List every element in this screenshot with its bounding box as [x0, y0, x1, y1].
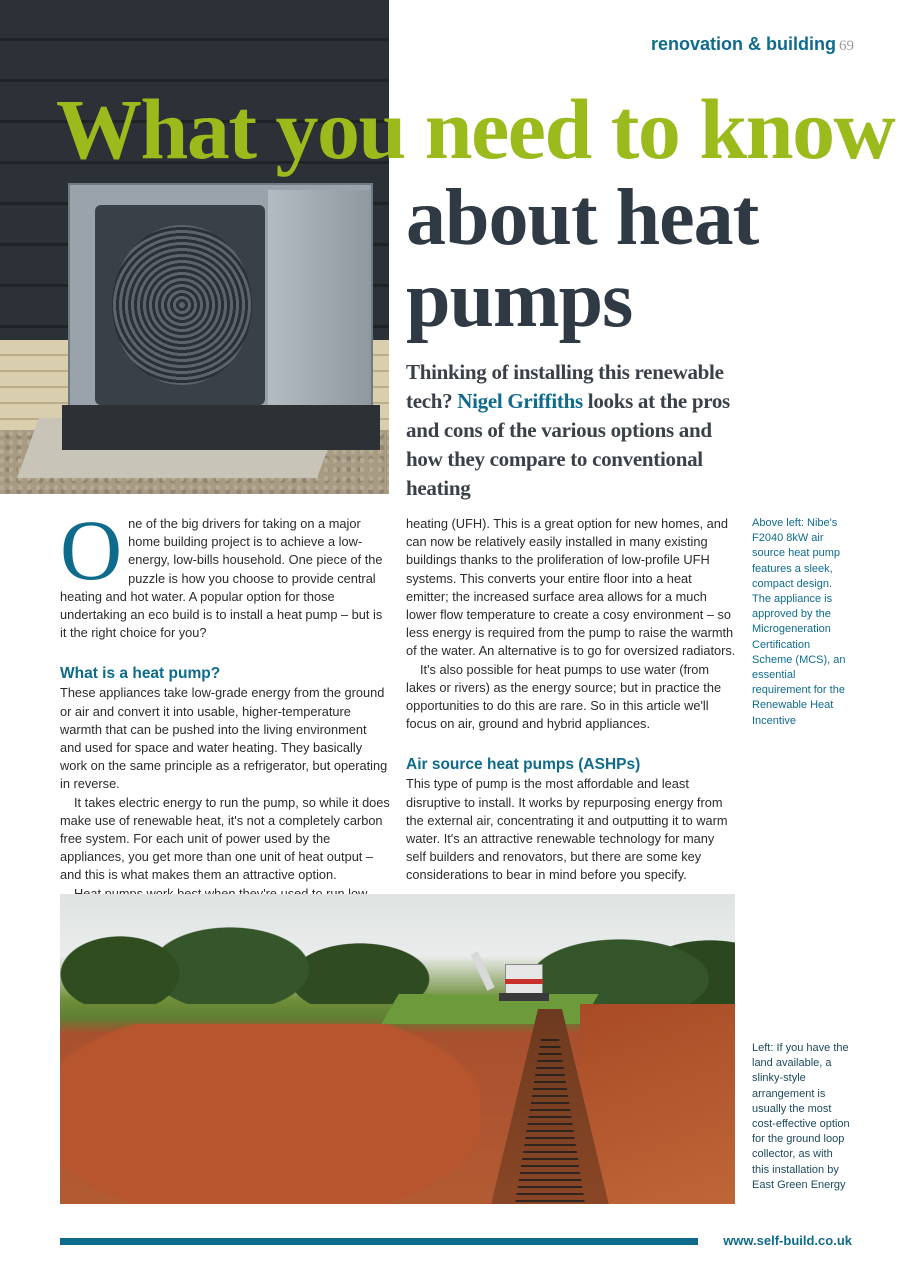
- headline-line-2: about heat pumps: [406, 174, 759, 344]
- footer-rule: [60, 1238, 698, 1245]
- body-column-1: [60, 502, 390, 921]
- headline-line-1: What you need to know: [56, 81, 895, 177]
- excavator-stripe: [505, 979, 543, 984]
- intro-text: ne of the big drivers for taking on a major home building project is to achieve a low-energy, low-bills household. One piece of the puzzle is how you choose to provide central heating and hot water. A popular option for those undertaking an eco build is to install a heat pump – but is it the right choice for you?: [60, 516, 383, 641]
- caption-heat-pump: Above left: Nibe's F2040 8kW air source heat pump features a sleek, compact design. The appliance is approved by the Microgeneration Certification Scheme (MCS), an essential requirement for the Renewable Heat Incentive: [752, 517, 846, 727]
- footer-website-link[interactable]: www.self-build.co.uk: [723, 1233, 852, 1248]
- ground-loop-trench-photo: [60, 894, 735, 1204]
- body-paragraph: These appliances take low-grade energy from the ground or air and convert it into usable, higher-temperature warmth that can be pushed into the living environment and used for space and water heating. They basically work on the same principle as a refrigerator, but operating in reverse.: [60, 685, 388, 792]
- body-paragraph: It takes electric energy to run the pump, so while it does make use of renewable heat, it's not a completely carbon free system. For each unit of power used by the appliances, you get more than one unit of heat output – and this is what makes them an attractive option.: [60, 794, 390, 883]
- excavator-track: [499, 993, 549, 1001]
- heat-pump-photo: [0, 0, 389, 494]
- drop-cap: O: [60, 502, 123, 598]
- body-paragraph: heating (UFH). This is a great option for new homes, and can now be relatively easily installed in many existing buildings thanks to the proliferation of low-profile UFH systems. This converts your entire floor into a heat emitter; the increased surface area allows for a much lower flow temperature to create a cosy environment – so less energy is required from the pump to raise the warmth of the water. An alternative is to go for oversized radiators.: [406, 516, 736, 659]
- caption-trench: Left: If you have the land available, a slinky-style arrangement is usually the most cost-effective option for the ground loop collector, as with this installation by East Green Energy: [752, 1042, 850, 1191]
- soil-mound-left: [60, 1024, 480, 1204]
- subhead-ashp: Air source heat pumps (ASHPs): [406, 756, 641, 774]
- soil-mound-right: [580, 1004, 735, 1204]
- intro-paragraph: [60, 502, 390, 642]
- fan-icon: [112, 225, 252, 385]
- subhead-what-is: What is a heat pump?: [60, 665, 221, 683]
- body-paragraph: This type of pump is the most affordable and least disruptive to install. It works by repurposing energy from the external air, concentrating it and outputting it to warm water. It's an attractive renewable technology for many self builders and renovators, but there are some key considerations to bear in mind before you specify.: [406, 776, 728, 883]
- page-number: 69: [839, 38, 854, 54]
- standfirst-rest: looks at the pros and cons of the various options and how they compare to conventional heating: [406, 389, 730, 500]
- author-name: Nigel Griffiths: [457, 389, 583, 413]
- section-label: [651, 34, 854, 55]
- section-name: renovation & building: [651, 34, 836, 54]
- body-paragraph: It's also possible for heat pumps to use water (from lakes or rivers) as the energy source; but in practice the opportunities to do this are rare. So in this article we'll focus on air, ground and hybrid appliances.: [406, 661, 722, 732]
- excavator-icon: [485, 949, 550, 999]
- standfirst-lead: Thinking of installing this renewable tech?: [406, 360, 724, 413]
- heat-pump-side-panel: [268, 190, 371, 418]
- body-column-2: [406, 515, 736, 885]
- standfirst: [406, 358, 736, 503]
- tree-line: [60, 924, 735, 1004]
- heat-pump-base: [62, 405, 380, 450]
